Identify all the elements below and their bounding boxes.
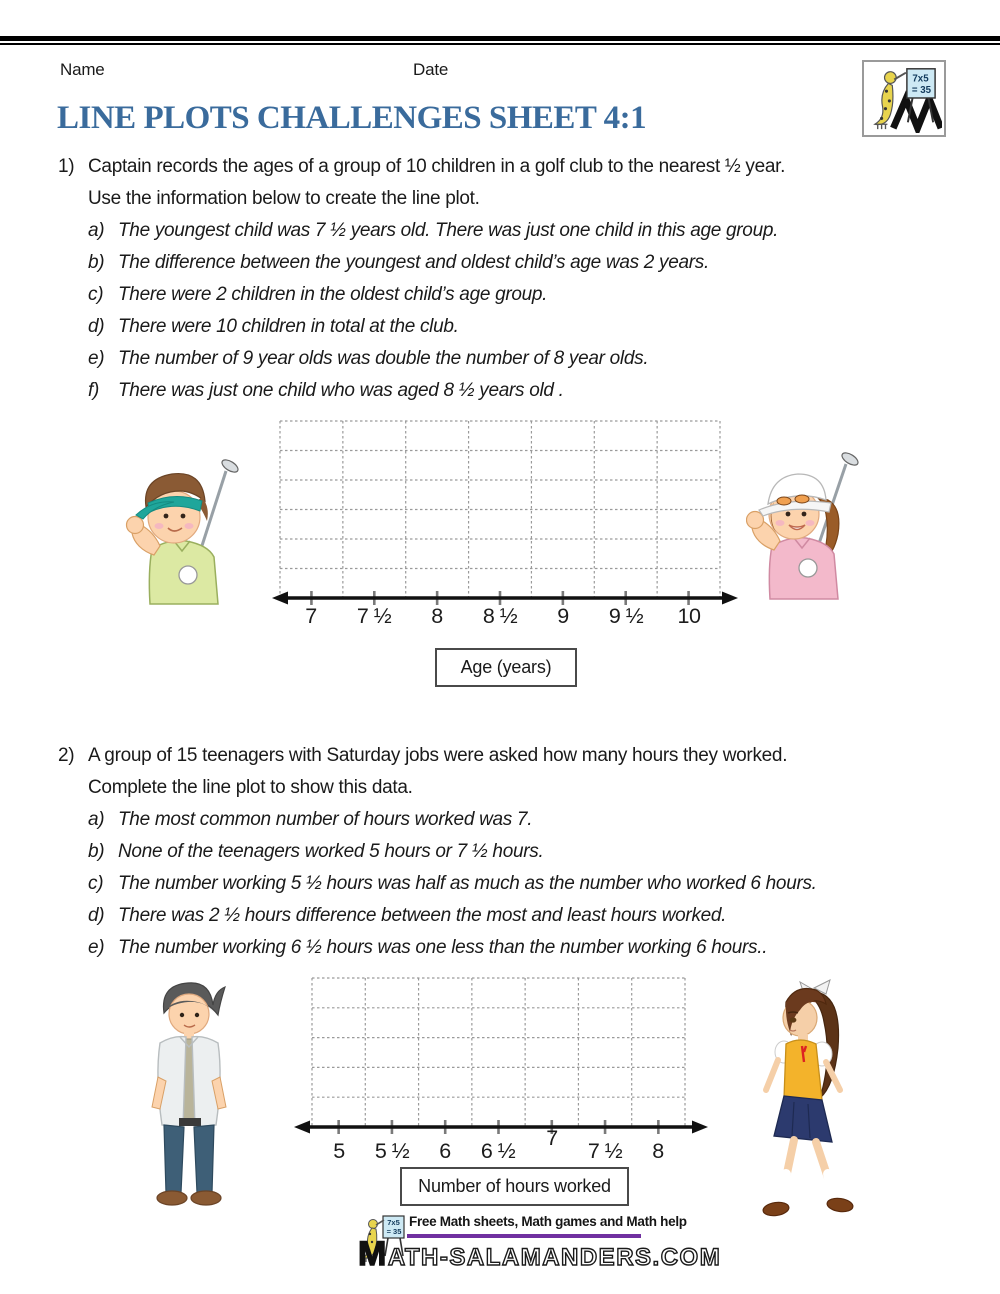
golf-glove bbox=[799, 559, 817, 577]
line-plot-grid-1[interactable] bbox=[270, 418, 740, 610]
right-arrow-icon bbox=[692, 1121, 708, 1134]
tick-label: 9 bbox=[557, 604, 569, 628]
question-2-item-c: c) The number working 5 ½ hours was half as much as the number who worked 6 hours. bbox=[88, 873, 817, 894]
question-1-item-b: b) The difference between the youngest and oldest child’s age was 2 years. bbox=[88, 252, 709, 273]
hand bbox=[127, 517, 144, 534]
golf-girl-clipart bbox=[746, 448, 864, 600]
tick-label: 10 bbox=[677, 604, 701, 628]
sock-back bbox=[828, 1174, 834, 1200]
tick-label: 7 ½ bbox=[587, 1139, 623, 1163]
name-label: Name bbox=[60, 60, 105, 79]
axis-label-box-2: Number of hours worked bbox=[400, 1167, 629, 1206]
tick-label: 7 bbox=[305, 604, 317, 628]
question-1-item-e: e) The number of 9 year olds was double the number of 8 year olds. bbox=[88, 348, 649, 369]
page-title: LINE PLOTS CHALLENGES SHEET 4:1 bbox=[57, 100, 647, 136]
svg-text:7x5: 7x5 bbox=[387, 1218, 400, 1227]
top-divider bbox=[0, 36, 1000, 46]
shoe-right bbox=[191, 1191, 221, 1205]
question-1-item-d: d) There were 10 children in total at the club. bbox=[88, 316, 459, 337]
tick-label: 5 bbox=[333, 1139, 345, 1163]
question-number: 1) bbox=[58, 156, 75, 177]
question-1-intro-line-2: Use the information below to create the line plot. bbox=[88, 188, 480, 209]
question-2-intro-line-1: 2) A group of 15 teenagers with Saturday jobs were asked how many hours they worked. bbox=[58, 740, 968, 772]
m-mark bbox=[893, 99, 941, 128]
question-2-item-b: b) None of the teenagers worked 5 hours or 7 ½ hours. bbox=[88, 841, 544, 862]
tick-label: 6 bbox=[439, 1139, 451, 1163]
svg-text:7x5: 7x5 bbox=[912, 73, 929, 85]
tick-label: 8 bbox=[431, 604, 443, 628]
tick-label: 5 ½ bbox=[374, 1139, 410, 1163]
shoe-left bbox=[157, 1191, 187, 1205]
tick-label: 9 ½ bbox=[608, 604, 644, 628]
line-plot-grid-2[interactable] bbox=[290, 975, 715, 1140]
question-2-intro-line-2: Complete the line plot to show this data. bbox=[88, 777, 413, 798]
question-2-item-d: d) There was 2 ½ hours difference between the most and least hours worked. bbox=[88, 905, 727, 926]
footer-m-mark: M bbox=[358, 1235, 388, 1273]
jeans-right bbox=[194, 1125, 214, 1193]
teen-girl-clipart bbox=[758, 978, 870, 1218]
eye bbox=[790, 1017, 797, 1022]
svg-text:= 35: = 35 bbox=[911, 85, 932, 97]
salamander-logo-icon bbox=[864, 62, 942, 133]
question-2-item-e: e) The number working 6 ½ hours was one less than the number working 6 hours.. bbox=[88, 937, 768, 958]
shoe-front bbox=[762, 1201, 790, 1217]
footer-site-name: MATH-SALAMANDERS.COM bbox=[358, 1235, 722, 1273]
teen-boy-clipart bbox=[140, 977, 238, 1209]
salamander-figure bbox=[875, 72, 906, 129]
face bbox=[169, 994, 209, 1034]
hand bbox=[747, 512, 764, 529]
footer-brand bbox=[356, 1212, 722, 1274]
jeans-left bbox=[164, 1125, 184, 1193]
tick-label: 7 ½ bbox=[356, 604, 392, 628]
axis-label-box-1: Age (years) bbox=[435, 648, 577, 687]
golf-boy-clipart bbox=[122, 453, 252, 605]
golf-glove bbox=[179, 566, 197, 584]
sock-front bbox=[781, 1174, 786, 1204]
date-label: Date bbox=[413, 60, 449, 79]
sunglasses bbox=[777, 497, 791, 505]
footer-tagline: Free Math sheets, Math games and Math help bbox=[409, 1214, 687, 1229]
right-arrow-icon bbox=[722, 592, 738, 605]
tick-label: 8 bbox=[652, 1139, 664, 1163]
question-1 bbox=[58, 151, 968, 407]
question-1-item-f: f) There was just one child who was aged 8 ½ years old . bbox=[88, 380, 564, 401]
tick-label: 7 bbox=[546, 1126, 558, 1150]
navy-skirt bbox=[774, 1096, 832, 1142]
question-1-item-a: a) The youngest child was 7 ½ years old. There was just one child in this age group. bbox=[88, 220, 779, 241]
question-1-intro-line-1: 1) Captain records the ages of a group of 10 children in a golf club to the nearest ½ year. bbox=[58, 151, 968, 183]
svg-text:= 35: = 35 bbox=[386, 1227, 402, 1236]
question-number: 2) bbox=[58, 745, 75, 766]
question-2 bbox=[58, 740, 968, 964]
left-arrow-icon bbox=[294, 1121, 310, 1134]
question-1-item-c: c) There were 2 children in the oldest child’s age group. bbox=[88, 284, 548, 305]
question-2-item-a: a) The most common number of hours worked was 7. bbox=[88, 809, 533, 830]
math-salamanders-logo bbox=[862, 60, 946, 137]
shoe-back bbox=[826, 1197, 854, 1213]
tick-label: 6 ½ bbox=[480, 1139, 516, 1163]
arm-left bbox=[766, 1060, 778, 1090]
belt bbox=[179, 1118, 201, 1126]
tick-label: 8 ½ bbox=[482, 604, 518, 628]
